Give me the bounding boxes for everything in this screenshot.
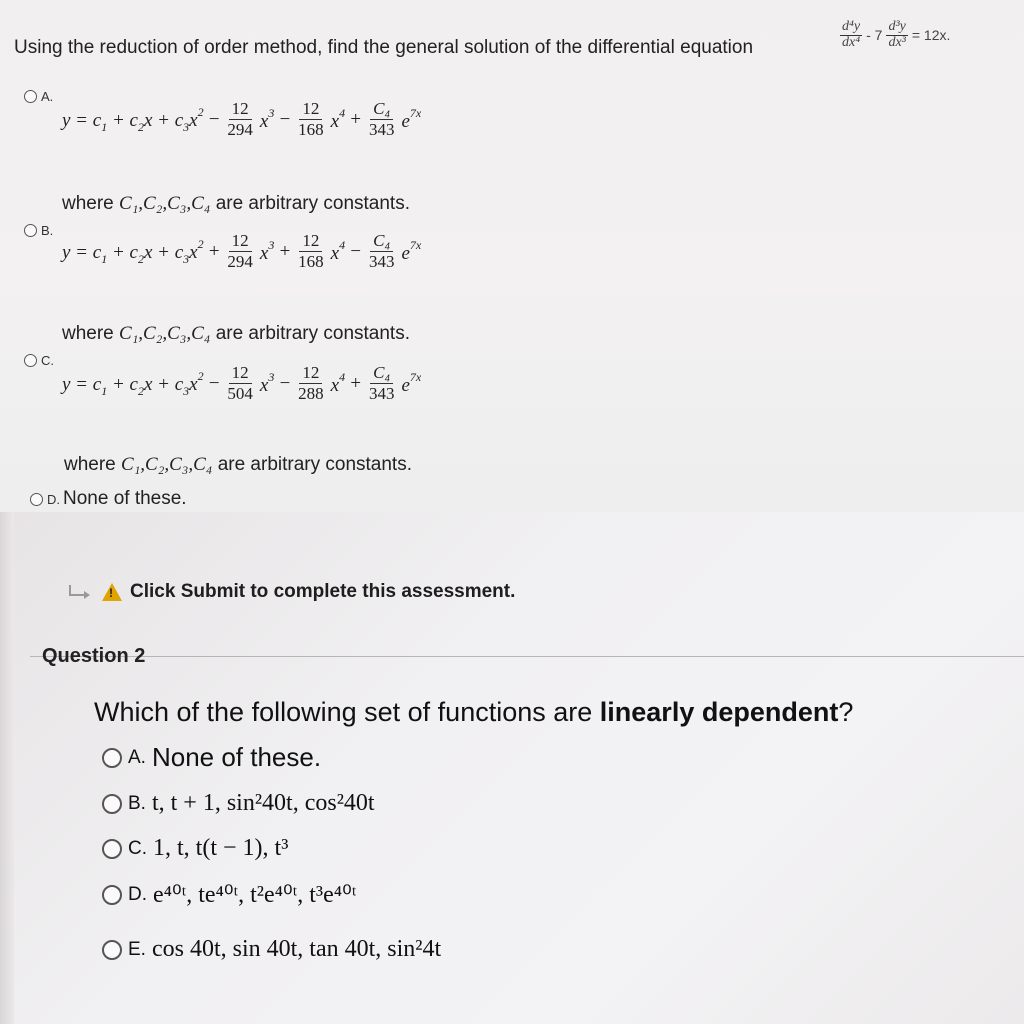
sign: + <box>207 240 221 262</box>
frac-den: 343 <box>368 119 395 139</box>
option-b-label: B. <box>41 223 54 238</box>
radio-icon[interactable] <box>102 885 122 905</box>
question-2-prompt <box>94 697 853 728</box>
eq-d3y: d³y <box>888 19 906 34</box>
frac-den: 168 <box>298 119 324 139</box>
eq-dx4: dx⁴ <box>842 34 861 50</box>
sign: + <box>349 372 362 394</box>
prompt-bold: linearly dependent <box>599 697 839 727</box>
sign: − <box>349 240 362 262</box>
option-a-formula: $y = c_1 + c_2x + c_3x^2$ − $\frac{12}{294}$ $x^3$ − $\frac{12}{168}$ $x^4$ + $\frac{\text{C₄}}{343}$ $e^{7x}$ <box>62 99 422 139</box>
differential-equation <box>840 20 950 50</box>
frac-num: C₄ <box>370 232 393 252</box>
radio-icon[interactable] <box>24 354 37 367</box>
question-1-prompt: Using the reduction of order method, find the general solution of the differential equation <box>14 37 754 58</box>
submit-notice <box>68 581 515 603</box>
prompt-end: ? <box>838 697 854 727</box>
radio-icon[interactable] <box>102 748 122 768</box>
sign: − <box>207 372 221 394</box>
where-word: where <box>62 193 114 214</box>
q2-option-d-label: D. <box>128 883 147 905</box>
frac-den: 288 <box>298 383 324 403</box>
sign: − <box>207 108 221 130</box>
constants: C₁,C₂,C₃,C₄ <box>119 323 211 344</box>
constants: C₁,C₂,C₃,C₄ <box>119 193 211 214</box>
panel-edge <box>0 512 14 1024</box>
option-b-formula: $y = c_1 + c_2x + c_3x^2$ + $\frac{12}{294}$ $x^3$ + $\frac{12}{168}$ $x^4$ − $\frac{\text{C₄}}{343}$ $e^{7x}$ <box>62 231 422 271</box>
arrow-right-icon <box>68 585 94 599</box>
q2-option-e-label: E. <box>128 938 146 960</box>
constants: C₁,C₂,C₃,C₄ <box>121 454 213 475</box>
radio-icon[interactable] <box>102 940 122 960</box>
frac-num: 12 <box>229 232 252 252</box>
option-d-radio[interactable] <box>30 488 187 510</box>
frac-num: 12 <box>229 364 252 384</box>
frac-num: C₄ <box>370 100 393 120</box>
q2-option-e-text: cos 40t, sin 40t, tan 40t, sin²4t <box>151 936 442 962</box>
radio-icon[interactable] <box>102 839 122 859</box>
eq-d4y: d⁴y <box>842 19 861 34</box>
q2-option-c-label: C. <box>128 837 147 859</box>
option-c-radio[interactable] <box>24 352 54 370</box>
frac-num: C₄ <box>370 364 393 384</box>
frac-den: 343 <box>368 251 395 271</box>
radio-icon[interactable] <box>102 794 122 814</box>
frac-den: 294 <box>227 251 253 271</box>
radio-icon[interactable] <box>24 90 37 103</box>
radio-icon[interactable] <box>30 493 43 506</box>
notice-bold: Click Submit <box>130 581 246 602</box>
eq-minus7: - 7 <box>866 27 883 44</box>
q2-option-b-text: t, t + 1, sin²40t, cos²40t <box>151 790 375 816</box>
frac-num: 12 <box>299 232 322 252</box>
q2-option-a-label: A. <box>128 746 146 768</box>
q2-option-d-text: e⁴⁰ᵗ, te⁴⁰ᵗ, t²e⁴⁰ᵗ, t³e⁴⁰ᵗ <box>153 882 357 908</box>
eq-rhs: = 12x. <box>911 27 951 44</box>
notice-rest: to complete this assessment. <box>250 581 516 602</box>
where-word: where <box>62 323 114 344</box>
sign: − <box>278 108 292 130</box>
frac-den: 343 <box>368 383 395 403</box>
option-d-label: D. <box>47 491 60 507</box>
option-a-label: A. <box>41 89 54 104</box>
prompt-start: Which of the following set of functions are <box>94 697 593 727</box>
frac-den: 168 <box>298 251 324 271</box>
question-2-heading: Question 2 <box>42 645 146 667</box>
sign: − <box>278 372 292 394</box>
where-word: where <box>64 454 116 475</box>
eq-dx3: dx³ <box>888 34 906 50</box>
q2-option-a-text: None of these. <box>151 742 322 772</box>
q2-option-b-label: B. <box>128 792 146 814</box>
question-divider <box>30 656 1024 657</box>
frac-den: 294 <box>227 119 253 139</box>
q2-option-e[interactable] <box>102 936 441 963</box>
option-b-where <box>62 323 410 345</box>
q2-option-c[interactable] <box>102 835 288 862</box>
option-a-radio[interactable] <box>24 88 53 106</box>
frac-den: 504 <box>227 383 253 403</box>
option-c-where <box>64 454 412 476</box>
q2-option-a[interactable] <box>102 742 321 773</box>
option-c-formula: $y = c_1 + c_2x + c_3x^2$ − $\frac{12}{504}$ $x^3$ − $\frac{12}{288}$ $x^4$ + $\frac{\text{C₄}}{343}$ $e^{7x}$ <box>62 363 422 403</box>
q2-option-d[interactable] <box>102 880 356 909</box>
option-b-radio[interactable] <box>24 222 53 240</box>
sign: + <box>278 240 292 262</box>
radio-icon[interactable] <box>24 224 37 237</box>
where-text: are arbitrary constants. <box>215 323 410 344</box>
frac-num: 12 <box>299 100 322 120</box>
frac-num: 12 <box>299 364 322 384</box>
option-d-text: None of these. <box>63 488 187 509</box>
where-text: are arbitrary constants. <box>215 193 410 214</box>
option-c-label: C. <box>41 353 54 368</box>
frac-num: 12 <box>229 100 252 120</box>
option-a-where <box>62 193 410 215</box>
q2-option-c-text: 1, t, t(t − 1), t³ <box>153 835 289 861</box>
sign: + <box>349 108 362 130</box>
where-text: are arbitrary constants. <box>217 454 412 475</box>
warning-icon <box>102 583 122 601</box>
q2-option-b[interactable] <box>102 790 375 817</box>
